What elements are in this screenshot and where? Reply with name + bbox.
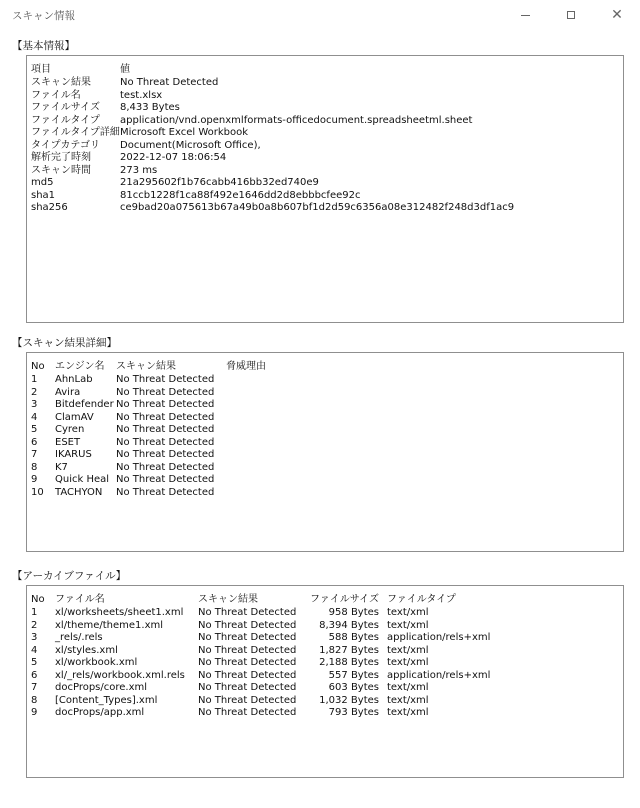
- cell-spacer: [379, 645, 387, 658]
- cell-no: 10: [31, 486, 44, 498]
- cell-result: No Threat Detected: [116, 436, 215, 448]
- cell-file-type: application/rels+xml: [387, 632, 491, 643]
- column-header-no[interactable]: No: [31, 594, 45, 605]
- cell-result: No Threat Detected: [116, 474, 215, 485]
- cell-engine: Avira: [55, 386, 81, 398]
- cell-no: 8: [31, 461, 38, 473]
- cell-no: 3: [31, 632, 38, 643]
- cell-engine: Bitdefender: [55, 399, 114, 410]
- cell-no: 2: [31, 619, 38, 631]
- cell-file-type: text/xml: [387, 694, 429, 706]
- scan-detail-label: 【スキャン結果詳細】: [12, 337, 117, 349]
- cell-value: application/vnd.openxmlformats-officedocument.spreadsheetml.sheet: [120, 114, 473, 126]
- cell-value: 2022-12-07 18:06:54: [120, 152, 227, 163]
- cell-file-name: xl/_rels/workbook.xml.rels: [55, 669, 185, 681]
- cell-result: No Threat Detected: [116, 399, 215, 410]
- window-title: スキャン情報: [12, 9, 75, 22]
- table-row[interactable]: [31, 707, 490, 720]
- basic-info-header-row: [31, 62, 514, 77]
- cell-engine: Quick Heal: [55, 474, 110, 485]
- cell-engine: TACHYON: [55, 486, 103, 498]
- table-row[interactable]: [31, 670, 490, 683]
- cell-item: ファイルタイプ: [31, 114, 100, 126]
- cell-value: test.xlsx: [120, 89, 163, 101]
- cell-item: md5: [31, 177, 54, 188]
- cell-value: No Threat Detected: [120, 77, 219, 88]
- cell-engine: AhnLab: [55, 374, 93, 385]
- cell-value: Document(Microsoft Office),: [120, 139, 261, 151]
- table-row[interactable]: [31, 462, 346, 475]
- cell-file-type: application/rels+xml: [387, 669, 491, 681]
- cell-value: Microsoft Excel Workbook: [120, 127, 249, 138]
- cell-file-size: 1,827 Bytes: [319, 644, 379, 656]
- cell-threat-reason: [226, 399, 346, 412]
- cell-file-name: xl/worksheets/sheet1.xml: [55, 607, 184, 618]
- cell-file-name: xl/workbook.xml: [55, 657, 138, 668]
- table-row[interactable]: [31, 140, 514, 153]
- table-row[interactable]: [31, 165, 514, 178]
- cell-engine: Cyren: [55, 424, 85, 435]
- cell-engine: IKARUS: [55, 449, 92, 460]
- table-row[interactable]: [31, 645, 490, 658]
- table-row[interactable]: [31, 620, 490, 633]
- maximize-button[interactable]: [548, 0, 594, 30]
- table-row[interactable]: [31, 77, 514, 90]
- cell-item: sha256: [31, 202, 68, 213]
- cell-item: スキャン結果: [31, 77, 91, 88]
- cell-result: No Threat Detected: [116, 386, 215, 398]
- cell-result: No Threat Detected: [198, 707, 297, 718]
- cell-engine: ClamAV: [55, 411, 94, 423]
- title-bar: [0, 0, 640, 30]
- column-header-file-size[interactable]: ファイルサイズ: [310, 594, 379, 605]
- column-header-no[interactable]: No: [31, 361, 45, 372]
- minimize-button[interactable]: [502, 0, 548, 30]
- archive-files-table: [31, 592, 490, 720]
- cell-file-name: [Content_Types].xml: [55, 694, 158, 706]
- cell-engine: ESET: [55, 436, 81, 448]
- cell-result: No Threat Detected: [198, 694, 297, 706]
- table-row[interactable]: [31, 487, 346, 500]
- cell-result: No Threat Detected: [116, 411, 215, 423]
- table-row[interactable]: [31, 152, 514, 165]
- column-header-value[interactable]: 値: [120, 64, 130, 75]
- cell-value: 81ccb1228f1ca88f492e1646dd2d8ebbbcfee92c: [120, 189, 361, 201]
- table-row[interactable]: [31, 202, 514, 215]
- cell-result: No Threat Detected: [198, 607, 297, 618]
- cell-file-name: xl/theme/theme1.xml: [55, 619, 164, 631]
- cell-file-size: 958 Bytes: [328, 607, 379, 618]
- table-row[interactable]: [31, 387, 346, 400]
- table-row[interactable]: [31, 682, 490, 695]
- column-header-item[interactable]: 項目: [31, 64, 51, 75]
- table-row[interactable]: [31, 657, 490, 670]
- cell-threat-reason: [226, 449, 346, 462]
- cell-item: ファイル名: [31, 89, 81, 101]
- cell-file-name: docProps/core.xml: [55, 682, 148, 693]
- cell-no: 9: [31, 474, 38, 485]
- cell-threat-reason: [226, 474, 346, 487]
- cell-spacer: [379, 632, 387, 645]
- basic-info-list[interactable]: [26, 55, 624, 323]
- archive-files-list[interactable]: [26, 585, 624, 778]
- cell-file-size: 1,032 Bytes: [319, 694, 379, 706]
- column-header-threat-reason[interactable]: 脅威理由: [226, 361, 266, 372]
- cell-item: タイプカテゴリ: [31, 139, 100, 151]
- cell-no: 8: [31, 694, 38, 706]
- cell-threat-reason: [226, 387, 346, 400]
- cell-no: 4: [31, 411, 38, 423]
- cell-no: 1: [31, 607, 38, 618]
- cell-threat-reason: [226, 462, 346, 475]
- cell-no: 9: [31, 707, 38, 718]
- cell-item: ファイルサイズ: [31, 102, 100, 113]
- column-header-file-type[interactable]: ファイルタイプ: [387, 594, 456, 605]
- cell-file-size: 793 Bytes: [328, 707, 379, 718]
- scan-detail-table: [31, 359, 346, 499]
- cell-no: 6: [31, 436, 38, 448]
- table-row[interactable]: [31, 449, 346, 462]
- table-row[interactable]: [31, 177, 514, 190]
- column-header-result[interactable]: スキャン結果: [116, 361, 176, 372]
- table-row[interactable]: [31, 127, 514, 140]
- archive-header-row: [31, 592, 490, 607]
- cell-item: 解析完了時刻: [31, 152, 91, 163]
- cell-file-name: _rels/.rels: [55, 632, 103, 643]
- cell-file-type: text/xml: [387, 657, 429, 668]
- cell-file-size: 588 Bytes: [328, 632, 379, 643]
- cell-no: 7: [31, 682, 38, 693]
- cell-no: 5: [31, 657, 38, 668]
- cell-result: No Threat Detected: [116, 374, 215, 385]
- column-spacer: [379, 592, 387, 607]
- cell-spacer: [379, 607, 387, 620]
- cell-file-type: text/xml: [387, 682, 429, 693]
- table-row[interactable]: [31, 115, 514, 128]
- table-row[interactable]: [31, 399, 346, 412]
- cell-no: 5: [31, 424, 38, 435]
- cell-threat-reason: [226, 374, 346, 387]
- cell-no: 4: [31, 644, 38, 656]
- cell-spacer: [379, 657, 387, 670]
- cell-item: スキャン時間: [31, 164, 91, 176]
- table-row[interactable]: [31, 90, 514, 103]
- archive-files-label: 【アーカイブファイル】: [12, 570, 127, 582]
- cell-no: 6: [31, 669, 38, 681]
- table-row[interactable]: [31, 412, 346, 425]
- cell-no: 3: [31, 399, 38, 410]
- cell-file-size: 557 Bytes: [328, 669, 379, 681]
- cell-value: ce9bad20a075613b67a49b0a8b607bf1d2d59c6356a08e312482f248d3df1ac9: [120, 202, 515, 213]
- cell-result: No Threat Detected: [116, 424, 215, 435]
- cell-threat-reason: [226, 487, 346, 500]
- cell-result: No Threat Detected: [116, 461, 215, 473]
- column-header-engine[interactable]: エンジン名: [55, 361, 105, 372]
- basic-info-table: [31, 62, 514, 215]
- cell-threat-reason: [226, 437, 346, 450]
- cell-item: sha1: [31, 189, 56, 201]
- table-row[interactable]: [31, 190, 514, 203]
- cell-threat-reason: [226, 412, 346, 425]
- table-row[interactable]: [31, 632, 490, 645]
- column-header-result[interactable]: スキャン結果: [198, 594, 258, 605]
- cell-spacer: [379, 620, 387, 633]
- table-row[interactable]: [31, 102, 514, 115]
- table-row[interactable]: [31, 374, 346, 387]
- cell-result: No Threat Detected: [198, 644, 297, 656]
- cell-value: 273 ms: [120, 164, 158, 176]
- cell-spacer: [379, 695, 387, 708]
- table-row[interactable]: [31, 424, 346, 437]
- cell-result: No Threat Detected: [198, 632, 297, 643]
- cell-no: 7: [31, 449, 38, 460]
- cell-spacer: [379, 682, 387, 695]
- cell-file-name: xl/styles.xml: [55, 644, 118, 656]
- cell-result: No Threat Detected: [198, 619, 297, 631]
- cell-file-name: docProps/app.xml: [55, 707, 145, 718]
- basic-info-label: 【基本情報】: [12, 40, 75, 52]
- cell-file-size: 2,188 Bytes: [319, 657, 379, 668]
- close-icon: ✕: [611, 7, 623, 23]
- cell-threat-reason: [226, 424, 346, 437]
- cell-no: 2: [31, 386, 38, 398]
- cell-file-type: text/xml: [387, 707, 429, 718]
- scan-detail-header-row: [31, 359, 346, 374]
- close-button[interactable]: [594, 0, 640, 30]
- cell-spacer: [379, 707, 387, 720]
- cell-result: No Threat Detected: [116, 449, 215, 460]
- table-row[interactable]: [31, 437, 346, 450]
- table-row[interactable]: [31, 695, 490, 708]
- cell-file-size: 8,394 Bytes: [319, 619, 379, 631]
- table-row[interactable]: [31, 607, 490, 620]
- cell-result: No Threat Detected: [116, 486, 215, 498]
- cell-result: No Threat Detected: [198, 682, 297, 693]
- cell-engine: K7: [55, 461, 68, 473]
- cell-value: 21a295602f1b76cabb416bb32ed740e9: [120, 177, 319, 188]
- scan-detail-list[interactable]: [26, 352, 624, 552]
- table-row[interactable]: [31, 474, 346, 487]
- cell-value: 8,433 Bytes: [120, 102, 180, 113]
- cell-spacer: [379, 670, 387, 683]
- column-header-file-name[interactable]: ファイル名: [55, 594, 105, 605]
- cell-no: 1: [31, 374, 38, 385]
- maximize-icon: [567, 11, 575, 19]
- cell-file-size: 603 Bytes: [328, 682, 379, 693]
- cell-result: No Threat Detected: [198, 669, 297, 681]
- minimize-icon: [521, 15, 530, 16]
- cell-item: ファイルタイプ詳細: [31, 127, 120, 138]
- cell-file-type: text/xml: [387, 607, 429, 618]
- cell-result: No Threat Detected: [198, 657, 297, 668]
- cell-file-type: text/xml: [387, 644, 429, 656]
- window-controls: [502, 0, 640, 30]
- cell-file-type: text/xml: [387, 619, 429, 631]
